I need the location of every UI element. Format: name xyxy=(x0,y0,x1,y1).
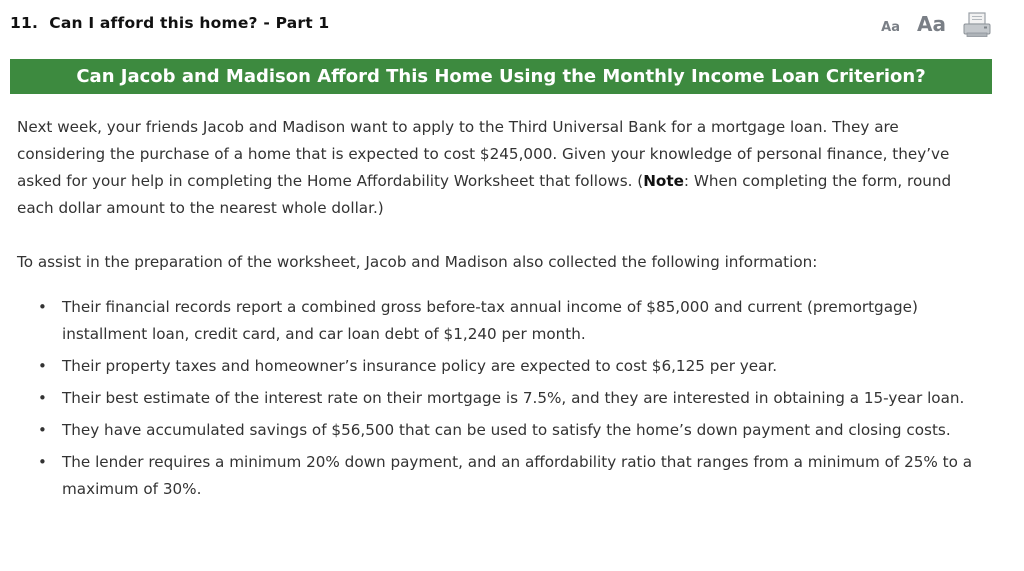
section-banner: Can Jacob and Madison Afford This Home Using the Monthly Income Loan Criterion? xyxy=(10,59,992,94)
question-number: 11. xyxy=(10,14,39,32)
intro-paragraph xyxy=(17,114,989,222)
bullet: • xyxy=(38,298,47,316)
fact-text: The lender requires a minimum 20% down payment, and an affordability ratio that ranges from a minimum of 25% to a maximum of 30%. xyxy=(62,453,973,498)
increase-font-button[interactable]: Aa xyxy=(917,12,946,36)
fact-text: They have accumulated savings of $56,500 that can be used to satisfy the home’s down payment and closing costs. xyxy=(62,421,951,439)
list-item xyxy=(17,385,989,412)
note-label: Note xyxy=(643,172,684,190)
collect-paragraph: To assist in the preparation of the worksheet, Jacob and Madison also collected the following information: xyxy=(17,253,818,271)
bullet: • xyxy=(38,421,47,439)
list-item xyxy=(17,353,989,380)
problem-content xyxy=(17,114,989,508)
fact-text: Their property taxes and homeowner’s insurance policy are expected to cost $6,125 per year. xyxy=(62,357,778,375)
printer-icon[interactable] xyxy=(962,12,992,38)
bullet: • xyxy=(38,357,47,375)
question-title: Can I afford this home? - Part 1 xyxy=(49,14,330,32)
bullet: • xyxy=(38,453,47,471)
bullet: • xyxy=(38,389,47,407)
intro-text-before: Next week, your friends Jacob and Madison want to apply to the Third Universal Bank for a mortgage loan. They are considering the purchase of a home that is expected to cost $245,000. Given your knowledge of personal finance, they’ve asked for your help in completing the Home Affordability Worksheet that follows. ( xyxy=(17,118,950,190)
list-item xyxy=(17,294,989,348)
intro-text-after: : When completing the form, round each dollar amount to the nearest whole dollar.) xyxy=(17,172,952,217)
top-bar xyxy=(10,10,992,44)
list-item xyxy=(17,417,989,444)
fact-text: Their best estimate of the interest rate on their mortgage is 7.5%, and they are interested in obtaining a 15-year loan. xyxy=(62,389,965,407)
decrease-font-button[interactable]: Aa xyxy=(881,20,900,35)
fact-text: Their financial records report a combined gross before-tax annual income of $85,000 and current (premortgage) installment loan, credit card, and car loan debt of $1,240 per month. xyxy=(62,298,918,343)
list-item xyxy=(17,449,989,503)
facts-list xyxy=(17,294,989,503)
question-heading xyxy=(10,14,329,32)
